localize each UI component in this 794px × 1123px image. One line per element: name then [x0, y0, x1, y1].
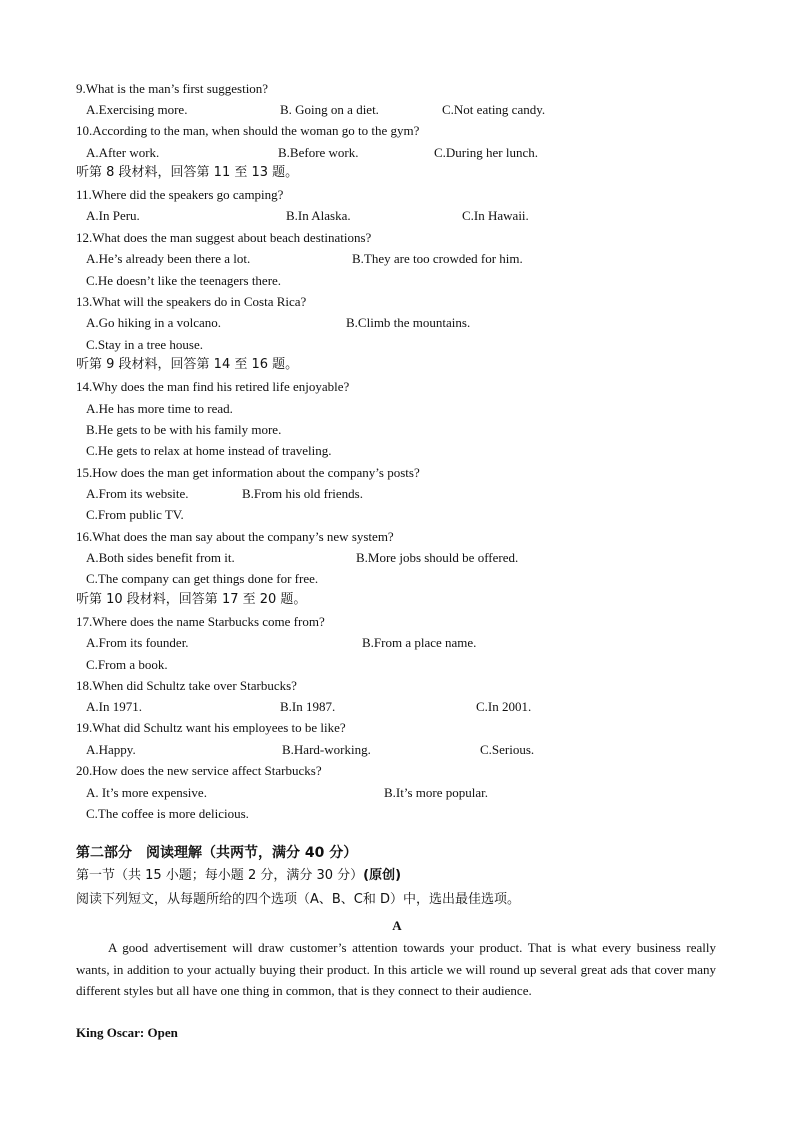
option-b: B.It’s more popular. [384, 785, 488, 800]
question-stem: 13.What will the speakers do in Costa Rica? [76, 294, 307, 309]
question-stem: 14.Why does the man find his retired life enjoyable? [76, 379, 350, 394]
option-b: B.Before work. [278, 145, 359, 160]
question-stem: 11.Where did the speakers go camping? [76, 187, 284, 202]
option-a: A.He has more time to read. [86, 401, 233, 416]
section-header: 听第 10 段材料，回答第 17 至 20 题。 [76, 592, 307, 607]
question-stem: 16.What does the man say about the company’s new system? [76, 529, 394, 544]
option-a: A.Go hiking in a volcano. [86, 315, 222, 330]
option-b: B.In Alaska. [286, 208, 351, 223]
option-a: A.Exercising more. [86, 102, 188, 117]
option-c: C.In 2001. [476, 699, 532, 714]
option-b: B.More jobs should be offered. [356, 550, 519, 565]
question-stem: 10.According to the man, when should the woman go to the gym? [76, 123, 420, 138]
question-stem: 12.What does the man suggest about beach destinations? [76, 230, 372, 245]
option-c: C.He doesn’t like the teenagers there. [86, 273, 282, 288]
question-stem: 19.What did Schultz want his employees to be like? [76, 720, 346, 735]
option-b: B.Climb the mountains. [346, 315, 471, 330]
option-a: A.After work. [86, 145, 160, 160]
option-c: C.The coffee is more delicious. [86, 806, 249, 821]
option-a: A.Both sides benefit from it. [86, 550, 235, 565]
option-b: B.Hard-working. [282, 742, 371, 757]
option-b: B.From his old friends. [242, 486, 363, 501]
option-b: B.He gets to be with his family more. [86, 422, 282, 437]
option-c: C.From public TV. [86, 507, 184, 522]
option-c: C.The company can get things done for free. [86, 571, 319, 586]
question-stem: 15.How does the man get information about the company’s posts? [76, 465, 420, 480]
option-a: A.Happy. [86, 742, 136, 757]
instruction: 阅读下列短文，从每题所给的四个选项（A、B、C和 D）中，选出最佳选项。 [76, 892, 521, 907]
passage-paragraph: A good advertisement will draw customer’s attention towards your product. That is what every business really wants, in addition to your actually buying their product. In this article we will round up several great ads that cover many different styles but all have one thing in common, that is they connect to their audience. [76, 940, 716, 998]
option-c: C.Not eating candy. [442, 102, 546, 117]
question-stem: 20.How does the new service affect Starbucks? [76, 763, 322, 778]
option-a: A.In 1971. [86, 699, 142, 714]
section-header: 听第 8 段材料，回答第 11 至 13 题。 [76, 165, 299, 180]
option-b: B.They are too crowded for him. [352, 251, 523, 266]
option-c: C.In Hawaii. [462, 208, 529, 223]
option-c: C.Serious. [480, 742, 535, 757]
option-b: B. Going on a diet. [280, 102, 379, 117]
passage-label: A [392, 918, 402, 933]
option-a: A. It’s more expensive. [86, 785, 207, 800]
option-a: A.He’s already been there a lot. [86, 251, 251, 266]
question-stem: 17.Where does the name Starbucks come from? [76, 614, 325, 629]
subheading: King Oscar: Open [76, 1025, 178, 1040]
option-a: A.From its website. [86, 486, 189, 501]
original-tag: (原创) [363, 868, 402, 883]
option-c: C.From a book. [86, 657, 168, 672]
section-header: 听第 9 段材料，回答第 14 至 16 题。 [76, 357, 299, 372]
option-c: C.During her lunch. [434, 145, 538, 160]
option-c: C.Stay in a tree house. [86, 337, 203, 352]
option-b: B.In 1987. [280, 699, 336, 714]
part-title: 第二部分 阅读理解（共两节，满分 40 分） [76, 845, 358, 861]
option-a: A.In Peru. [86, 208, 140, 223]
question-stem: 18.When did Schultz take over Starbucks? [76, 678, 297, 693]
option-a: A.From its founder. [86, 635, 189, 650]
section-title-text: 第一节（共 15 小题；每小题 2 分，满分 30 分） [76, 868, 364, 883]
question-stem: 9.What is the man’s first suggestion? [76, 81, 269, 96]
option-c: C.He gets to relax at home instead of traveling. [86, 443, 332, 458]
option-b: B.From a place name. [362, 635, 477, 650]
section-title [76, 867, 401, 884]
